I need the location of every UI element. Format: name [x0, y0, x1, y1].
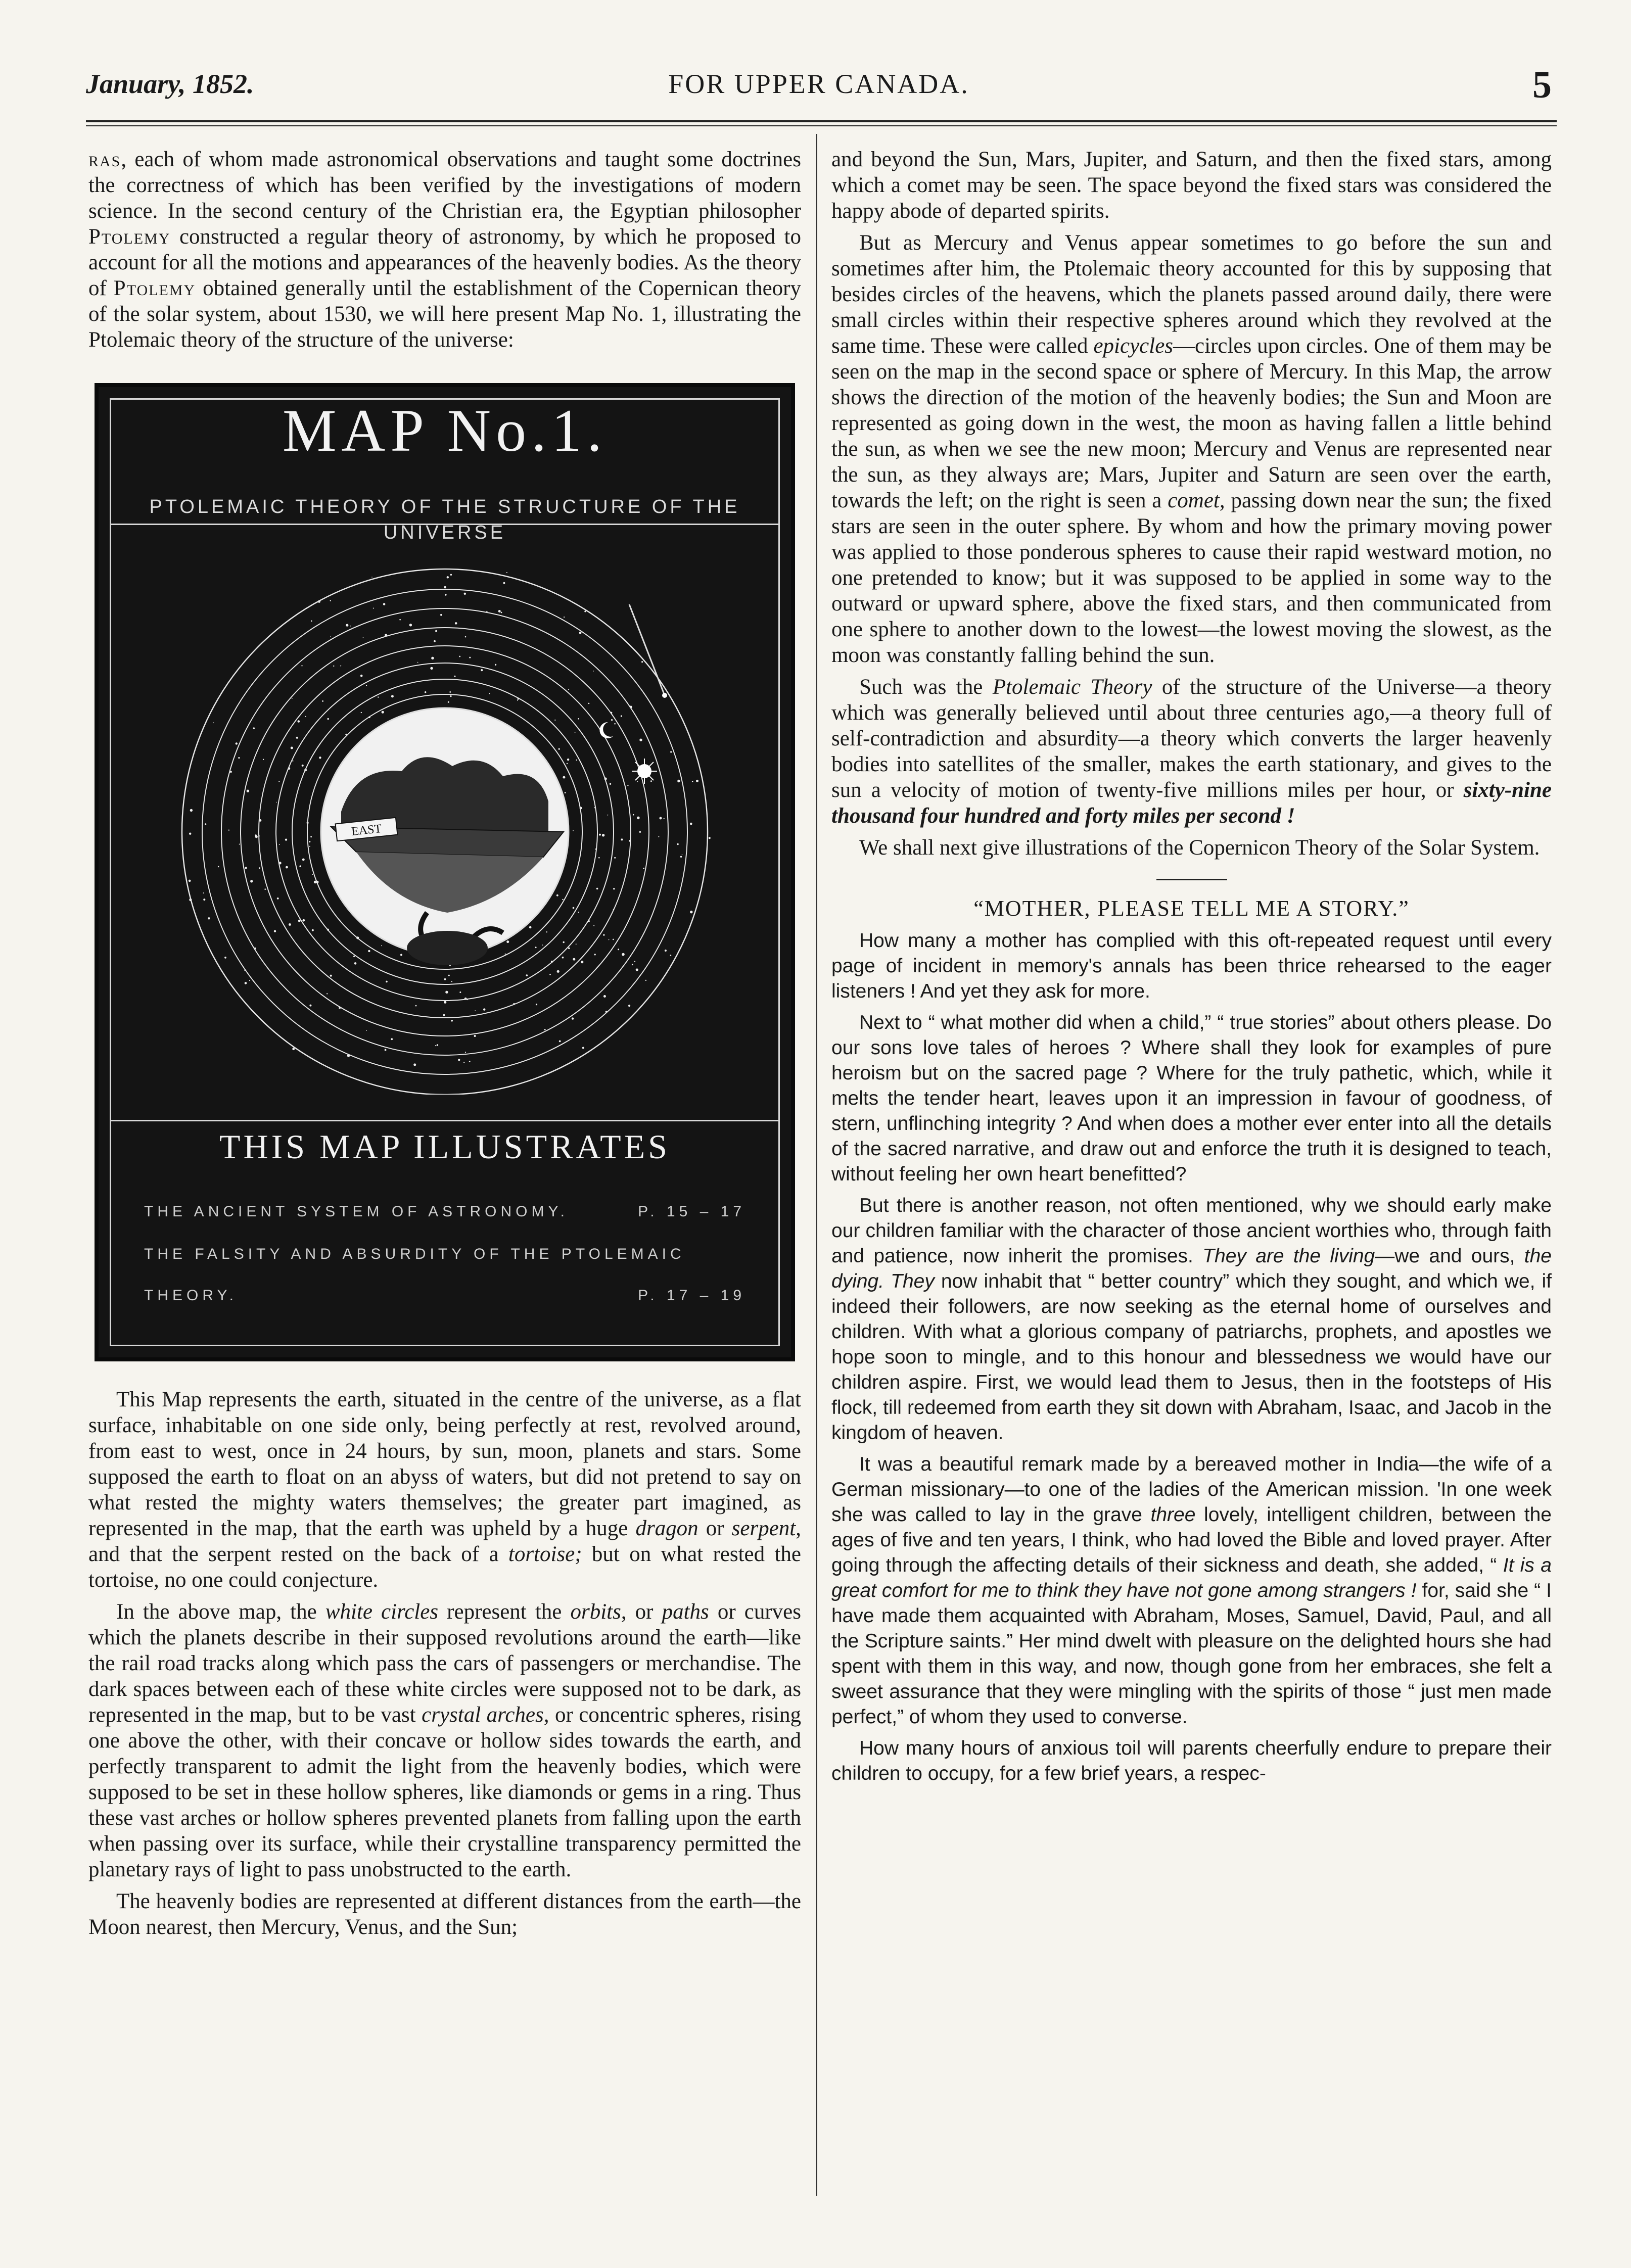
star	[603, 995, 606, 998]
star	[562, 957, 564, 959]
star	[454, 676, 456, 677]
star	[385, 1049, 387, 1051]
star	[322, 700, 323, 702]
star	[664, 818, 665, 819]
star	[330, 975, 332, 977]
star	[450, 574, 452, 576]
star	[498, 610, 501, 612]
moon-icon	[599, 722, 613, 738]
paragraph: But as Mercury and Venus appear sometimes to go before the sun and sometimes after him, the Ptolemaic theory accounted for this by supposing that besides circles of the heavens, which the planets passed around daily, there were small circles within their respective spheres around which they revolved at the same time. These were called epicycles—circles upon circles. One of them may be seen on the map in the second space or sphere of Mercury. In this Map, the arrow shows the direction of the motion of the heavenly bodies; the Sun and Moon are represented as going down in the west, the moon as having fallen a little behind the sun, as when we see the new moon; Mercury and Venus are represented near the sun, as they always are; Mars, Jupiter and Saturn are seen over the earth, towards the left; on the right is seen a comet, passing down near the sun; the fixed stars are seen in the outer sphere. By whom and how the primary moving power was applied to those ponderous spheres to cause their rapid westward motion, no one pretended to know; but it was supposed to be applied in some way to the outward or upward sphere, above the fixed stars, and then communicated from one sphere to another down to the lowest—the lowest moving the slowest, as the moon was constantly falling behind the sun.	[831, 231, 1552, 667]
star	[368, 950, 370, 952]
star	[489, 693, 490, 694]
star	[506, 572, 507, 573]
star	[680, 856, 682, 858]
map-title: MAP No.1.	[282, 397, 608, 464]
star	[575, 732, 576, 733]
star	[255, 834, 257, 836]
paragraph: It was a beautiful remark made by a bereaved mother in India—the wife of a German missionary—to one of the ladies of the American mission. 'In one week she was called to lay in the grave three lovely, intelligent children, between the ages of five and ten years, I think, who had loved the Bible and loved prayer. After going through the affecting details of their sickness and death, she added, “ It is a great comfort for me to think they have not gone among strangers ! for, said she “ I have made them acquainted with Abraham, Moses, Samuel, David, Paul, and all the Scripture saints.” Her mind dwelt with pleasure on the delighted hours she had spent with them in this way, and now, though gone from her embraces, she felt a sweet assurance that they were mingling with the spirits of those “ just men made perfect,” of whom they used to converse.	[831, 1453, 1552, 1728]
star	[298, 720, 300, 723]
star	[546, 931, 547, 932]
star	[458, 1059, 460, 1061]
star	[259, 867, 260, 869]
star	[481, 669, 483, 671]
star	[443, 1014, 445, 1016]
sun-rays	[632, 759, 657, 784]
star	[311, 621, 312, 622]
star	[190, 809, 193, 812]
star	[391, 695, 394, 697]
comet-head	[662, 693, 667, 698]
star	[386, 981, 388, 983]
paragraph: ras, each of whom made astronomical observations and taught some doctrines the correctness of which has been verified by the investigations of modern science. In the second century of the Christian era, the Egyptian philosopher Ptolemy constructed a regular theory of astronomy, by which he proposed to account for all the motions and appearances of the heavenly bodies. As the theory of Ptolemy obtained generally until the establishment of the Copernican theory of the solar system, about 1530, we will here present Map No. 1, illustrating the Ptolemaic theory of the structure of the universe:	[88, 148, 801, 352]
star	[249, 980, 250, 981]
star	[469, 657, 471, 658]
star	[353, 956, 355, 957]
star	[445, 991, 448, 994]
star	[568, 948, 570, 949]
star	[486, 611, 487, 612]
star	[276, 802, 277, 803]
star	[451, 1020, 453, 1022]
star	[451, 981, 452, 982]
star	[189, 880, 191, 882]
star	[447, 576, 449, 578]
star	[415, 1005, 417, 1007]
section-rule	[1156, 879, 1227, 880]
star	[312, 874, 313, 875]
star	[618, 949, 619, 950]
star	[340, 666, 341, 667]
star	[556, 894, 558, 896]
star	[611, 719, 613, 721]
star	[437, 1044, 438, 1046]
star	[425, 691, 426, 693]
page-number: 5	[1532, 64, 1552, 106]
paragraph: How many hours of anxious toil will parents cheerfully endure to prepare their children to occupy, for a few brief years, a respec-	[831, 1737, 1552, 1784]
star	[677, 780, 680, 782]
star	[633, 814, 634, 816]
star	[593, 671, 594, 672]
page-header	[86, 64, 1552, 109]
star	[431, 657, 434, 659]
star	[430, 667, 433, 670]
star	[346, 624, 348, 627]
star	[621, 838, 623, 840]
star	[239, 844, 240, 845]
star	[305, 716, 306, 717]
star	[400, 954, 402, 956]
paragraph: This Map represents the earth, situated in the centre of the universe, as a flat surface, inhabitable on one side only, being perfectly at rest, revolved around, from east to west, once in 24 hours, by sun, moon, planets and stars. Some supposed the earth to float on an abyss of waters, but did not pretend to say on what rested the mighty waters themselves; the greater part imagined, as represented in the map, that the earth was upheld by a huge dragon or serpent, and that the serpent rested on the back of a tortoise; but on what rested the tortoise, no one could conjecture.	[88, 1388, 801, 1592]
star	[599, 834, 601, 836]
star	[549, 974, 551, 975]
star	[598, 857, 600, 859]
star	[465, 1052, 466, 1053]
star	[469, 1061, 471, 1062]
star	[643, 868, 644, 869]
star	[544, 1029, 546, 1030]
star	[289, 923, 291, 926]
star	[417, 662, 418, 663]
star	[588, 703, 590, 704]
star	[310, 836, 312, 838]
journal-title: FOR UPPER CANADA.	[668, 69, 969, 99]
star	[218, 866, 219, 868]
star	[568, 689, 569, 690]
star	[639, 831, 641, 833]
star	[557, 970, 560, 973]
star	[614, 857, 616, 859]
star	[327, 993, 328, 994]
star	[328, 718, 329, 720]
star	[670, 751, 672, 752]
star	[391, 1038, 393, 1040]
star	[526, 974, 528, 976]
paragraph: How many a mother has complied with this oft-repeated request until every page of incident in memory's annals has been thrice rehearsed to the eager listeners ! And yet they ask for more.	[831, 930, 1552, 1002]
star	[578, 912, 579, 913]
star	[621, 715, 622, 717]
star	[448, 975, 450, 976]
star	[535, 947, 537, 948]
star	[302, 765, 304, 767]
star	[354, 962, 357, 965]
star	[573, 830, 574, 831]
star	[445, 594, 447, 596]
star	[690, 911, 692, 913]
star	[692, 781, 693, 782]
paragraph: Next to “ what mother did when a child,” “ true stories” about others please. Do our sons love tales of heroes ? Where shall they look for examples of pure heroism but on the sacred page ? Where for the truly pathetic, which, while it melts the tender heart, leaves upon it an impression in favour of goodness, of stern, unflinching integrity ? And when does a mother ever enter into all the details of the sacred narrative, and draw out and enforce the truth it is designed to teach, without feeling her own heart benefitted?	[831, 1012, 1552, 1185]
star	[696, 780, 698, 782]
star	[559, 1041, 561, 1043]
star	[333, 666, 334, 667]
star	[253, 727, 255, 729]
star	[567, 759, 569, 761]
star	[330, 600, 331, 601]
star	[203, 899, 205, 901]
star	[503, 582, 505, 584]
star	[584, 610, 586, 612]
star	[563, 941, 565, 943]
star	[637, 781, 638, 782]
star	[576, 760, 577, 761]
star	[501, 612, 502, 613]
star	[572, 1017, 574, 1019]
paragraph: We shall next give illustrations of the Copernicon Theory of the Solar System.	[859, 836, 1540, 860]
star	[450, 695, 451, 697]
star	[298, 920, 301, 922]
column-divider	[816, 134, 817, 2196]
map-list-item: THE ANCIENT SYSTEM OF ASTRONOMY. P. 15 – 17	[144, 1203, 745, 1220]
star	[636, 968, 638, 971]
star	[565, 792, 566, 793]
star	[435, 630, 437, 632]
star	[475, 1010, 476, 1011]
star	[465, 636, 467, 638]
star	[608, 815, 609, 816]
star	[582, 1047, 584, 1049]
star	[361, 712, 362, 713]
star	[366, 1030, 367, 1031]
star	[373, 608, 374, 609]
star	[350, 626, 351, 627]
star	[459, 991, 461, 993]
star	[291, 747, 293, 749]
star	[563, 776, 565, 779]
star	[576, 943, 577, 944]
star	[455, 622, 457, 625]
star	[381, 946, 382, 947]
star	[670, 955, 672, 956]
star	[660, 817, 662, 820]
star	[399, 619, 401, 621]
star	[309, 1005, 311, 1007]
star	[542, 944, 543, 946]
star	[247, 790, 249, 792]
star	[413, 1063, 416, 1066]
star	[645, 980, 646, 981]
map-list-item: THE FALSITY AND ABSURDITY OF THE PTOLEMAIC	[144, 1246, 685, 1262]
star	[205, 823, 206, 825]
star	[483, 1008, 485, 1010]
star	[622, 953, 625, 956]
star	[632, 964, 633, 965]
star	[208, 917, 210, 919]
star	[286, 866, 288, 869]
star	[301, 665, 302, 666]
tortoise-icon	[407, 931, 488, 965]
star	[567, 763, 568, 764]
ptolemaic-universe-illustration	[119, 529, 771, 1095]
story-title: “MOTHER, PLEASE TELL ME A STORY.”	[973, 896, 1410, 921]
star	[292, 698, 293, 699]
star	[264, 888, 266, 890]
star	[292, 761, 293, 762]
map-subtitle: PTOLEMAIC THEORY OF THE STRUCTURE OF THE UNIVERSE	[149, 496, 740, 543]
star	[459, 656, 460, 657]
star	[213, 723, 214, 724]
star	[302, 919, 305, 922]
star	[593, 925, 594, 926]
star	[224, 957, 226, 959]
star	[495, 664, 496, 666]
star	[292, 1048, 295, 1050]
star	[440, 614, 442, 616]
star	[278, 781, 279, 782]
star	[506, 940, 509, 943]
star	[658, 836, 659, 837]
star	[529, 926, 532, 929]
star	[250, 880, 253, 882]
star	[245, 867, 247, 869]
left-column	[88, 147, 801, 1940]
star	[279, 844, 280, 845]
star	[274, 930, 276, 932]
star	[409, 624, 412, 626]
star	[610, 783, 611, 785]
star	[228, 830, 229, 831]
map-list-item: THEORY. P. 17 – 19	[144, 1287, 745, 1304]
star	[536, 1004, 537, 1005]
star	[360, 675, 363, 677]
right-column	[831, 147, 1552, 1786]
star	[639, 739, 642, 741]
star	[564, 617, 565, 618]
star	[603, 934, 604, 936]
star	[435, 1045, 436, 1046]
paragraph: and beyond the Sun, Mars, Jupiter, and Saturn, and then the fixed stars, among which a comet may be seen. The space beyond the fixed stars was considered the happy abode of departed spirits.	[831, 148, 1552, 223]
star	[641, 661, 643, 663]
star	[594, 807, 595, 808]
paragraph: Such was the Ptolemaic Theory of the structure of the Universe—a theory which was generally believed until about three centuries ago,—a theory full of self-contradiction and absurdity—a theory which converts the larger heavenly bodies into satellites of the smaller, makes the earth stationary, and gives to the sun a velocity of motion of twenty-five millions miles per hour, or sixty-nine thousand four hundred and forty miles per second !	[831, 675, 1552, 828]
star	[382, 711, 384, 714]
star	[579, 632, 582, 634]
star	[554, 720, 555, 721]
star	[448, 701, 449, 703]
star	[650, 780, 652, 782]
star	[319, 757, 321, 759]
star	[609, 939, 610, 940]
star	[330, 636, 331, 637]
star	[449, 691, 451, 693]
star	[312, 929, 314, 931]
star	[637, 817, 640, 820]
star	[614, 723, 616, 725]
east-label: EAST	[351, 822, 383, 839]
star	[296, 737, 298, 739]
star	[628, 1005, 630, 1007]
star	[573, 907, 575, 909]
star	[302, 859, 305, 861]
star	[383, 603, 386, 605]
star	[677, 843, 678, 845]
star	[634, 961, 635, 962]
star	[573, 958, 575, 961]
paragraph: The heavenly bodies are represented at different distances from the earth—the Moon nearest, then Mercury, Venus, and the Sun;	[88, 1889, 801, 1939]
star	[613, 939, 614, 940]
star	[613, 888, 615, 889]
star	[309, 846, 310, 847]
star	[285, 839, 287, 841]
star	[378, 696, 379, 697]
star	[596, 888, 598, 890]
star	[277, 897, 279, 900]
star	[444, 586, 446, 589]
star	[371, 577, 372, 578]
star	[444, 978, 446, 980]
star	[602, 834, 604, 836]
star	[366, 685, 367, 686]
illustrates-heading: THIS MAP ILLUSTRATES	[219, 1127, 670, 1166]
map-rule	[110, 1120, 780, 1121]
star	[363, 637, 364, 638]
issue-date: January, 1852.	[86, 69, 254, 99]
star	[238, 757, 240, 759]
star	[558, 748, 560, 750]
star	[434, 640, 436, 642]
star	[690, 823, 692, 825]
star	[682, 854, 683, 855]
paragraph: In the above map, the white circles represent the orbits, or paths or curves which the planets describe in their supposed revolutions around the earth—like the rail road tracks along which pass the cars of passengers or merchandise. The dark spaces between each of these white circles were supposed not to be dark, as represented in the map, but to be vast crystal arches, or concentric spheres, rising one above the other, with their concave or hollow sides towards the earth, and perfectly transparent to admit the light from the heavenly bodies, which were supposed to be set in these hollow spheres, like diamonds or gems in a ring. Thus these vast arches or hollow spheres prevented planets from falling upon the earth when passing over its surface, while their crystalline transparency permitted the planetary rays of light to pass unobstructed to the earth.	[88, 1600, 802, 1881]
star	[578, 718, 579, 720]
star	[709, 837, 711, 839]
star	[562, 899, 563, 900]
star	[627, 785, 628, 786]
star	[474, 1035, 476, 1037]
paragraph: But there is another reason, not often mentioned, why we should early make our children familiar with the character of those ancient worthies who, through faith and patience, now inherit the promises. They are the living—we and ours, the dying. They now inhabit that “ better country” which they sought, and which we, if indeed their followers, are now seeking as the eternal home of ourselves and children. With what a glorious company of patriarchs, prophets, and apostles we hope soon to mingle, and to this honour and blessedness we would have our children aspire. First, we would lead them to Jesus, then in the footsteps of His flock, till redeemed from earth they sit down with Abraham, Isaac, and Jacob in the kingdom of heaven.	[831, 1195, 1552, 1444]
header-rule	[86, 120, 1557, 126]
map-plate	[95, 383, 795, 1361]
star	[263, 759, 264, 760]
star	[189, 833, 191, 835]
star	[464, 593, 466, 595]
star	[203, 892, 204, 893]
map-rule	[110, 524, 780, 525]
star	[517, 700, 518, 701]
star	[309, 841, 310, 842]
star	[594, 954, 596, 955]
star	[463, 1062, 464, 1063]
star	[505, 954, 506, 955]
star	[236, 742, 238, 744]
story-article	[831, 895, 1552, 1786]
star	[581, 961, 583, 963]
star	[299, 865, 301, 867]
star	[245, 982, 247, 984]
star	[665, 950, 667, 952]
star	[444, 1001, 446, 1004]
